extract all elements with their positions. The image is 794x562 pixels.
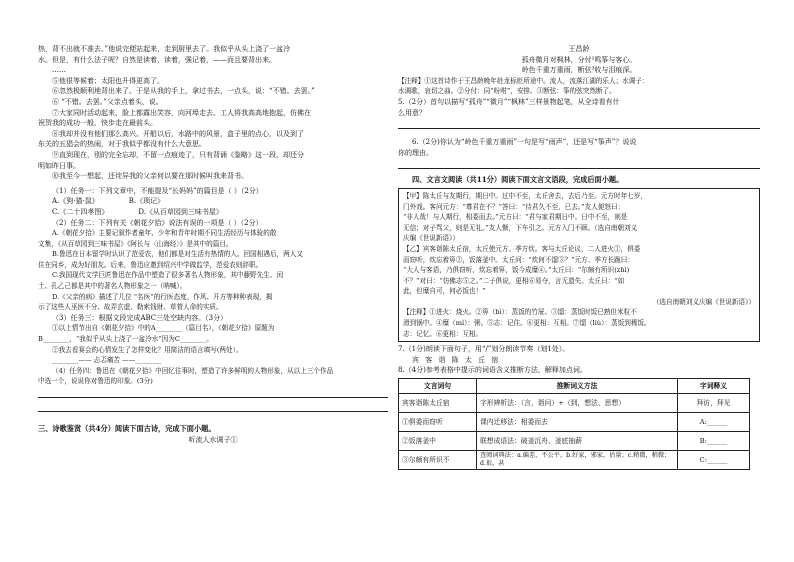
q1-option-d[interactable]: D.《从百草园到三味书屋》: [138, 207, 223, 216]
jia-line: 庆编《世说新语》）: [403, 234, 460, 243]
q2-option-line: D.《父亲的病》描述了几位 “名医”的行医态度、作风、开方等种种表现，揭: [52, 292, 273, 301]
poem-line: 岭色千重万重雨，断弦³收与泪痕深。: [521, 66, 637, 75]
passage-line: ⑥忽然极顺利地背出来了。于是从我的手上，拿过书去，一点头，说：“不错。去罢。”: [52, 87, 315, 96]
passage-line: ⑤他很等候着；太阳也升得更高了。: [52, 76, 164, 85]
table-header: 推断词义方法: [477, 379, 678, 394]
passage-line: ……: [52, 66, 66, 75]
question-6-cont: 你的理由。: [398, 148, 433, 157]
yi-line: “大人与客语，乃俱窃听，炊忘着箅，饭今成糜④。”太丘曰：“尔颇有所识(zhì): [403, 266, 630, 275]
question-1: （1）任务一：下列文章中，不能提及“长妈妈”的篇目是（ ）（2分）: [52, 186, 263, 195]
table-cell: 拜访，拜见: [678, 394, 750, 413]
question-4: （4）任务四：鲁迅在《朝花夕拾》中回忆往事时，塑造了许多鲜明的人物形象，从以上三个作品: [52, 366, 334, 375]
yi-line: 此，但糜自可，何必饭也！”: [403, 287, 486, 296]
question-2: （2）任务二：下列有关《朝花夕拾》说法有误的一项是（ ）（2分）: [52, 218, 263, 227]
classical-text-box: [398, 188, 760, 342]
q1-options-row-1: [38, 196, 388, 207]
answer-cell-a[interactable]: A:______: [678, 413, 750, 432]
q3-line[interactable]: ________—— 忐忑痛苦 ——________: [52, 356, 162, 365]
question-3: （3）任务三：根据文段完成ABC三处空缺内容。（3分）: [52, 313, 228, 322]
poem-note: 水调歌，哀切之曲。②分付：同“吩咐”，安排。③断弦：筝的弦突然断了。: [398, 87, 616, 96]
table-cell: 联想成语法：破釜沉舟、釜底抽薪: [477, 432, 678, 451]
table-cell: ②饭落釜中: [399, 432, 477, 451]
q2-option-line: 示了这些人巫医不分、故弄玄虚、勒索钱财、草菅人命的实质。: [38, 303, 223, 312]
table-row: [399, 413, 750, 432]
question-8: 8.（4分)参考表格中提示的词语含义推断方法，解释加点词。: [398, 366, 587, 375]
passage-line: 祝贺我的成功一般，快步走在最前头。: [38, 119, 157, 128]
table-header: 文言词句: [399, 379, 477, 394]
table-header-row: [399, 379, 750, 394]
passage-line: 东关的五猖会的热闹，对于我似乎都没有什么大意思。: [38, 140, 206, 149]
table-cell: 字形辨析法：（言，诣问）+（到，想法、思想）: [477, 394, 678, 413]
table-row: [399, 451, 750, 470]
q1-options-row-2: [38, 207, 388, 218]
q1-option-c[interactable]: C.《二十四孝图》: [52, 207, 109, 216]
answer-cell-b[interactable]: B:______: [678, 432, 750, 451]
table-row: [399, 432, 750, 451]
question-5: 5.（2分）首句以描写“孤舟”“微月”“枫林”三样景物起笔，从全诗看有什: [398, 97, 620, 106]
table-header: 字词释义: [678, 379, 750, 394]
table-row: [399, 394, 750, 413]
q1-option-a[interactable]: A.《狗·猫·鼠》: [52, 197, 99, 206]
jia-line: “非人哉！与人期行，相委而去。”元方曰：“君与家君期日中。日中不至，则是: [403, 213, 628, 222]
section-3-title: 三、诗歌鉴赏（共4分）阅读下面古诗，完成下面小题。: [38, 424, 216, 433]
passage-line: ⑥ “不错。去罢。”父亲点着头，说。: [52, 97, 163, 106]
q2-option-line: B.鲁迅在日本留学时认识了范爱农，他们都是对生活有热情的人。回国相遇后，两人又: [52, 250, 303, 259]
question-6: 6.（2分)你认为“岭色千重万重雨”一句是写“雨声”，还是写“筝声”？说说: [412, 138, 637, 147]
table-cell: 课内迁移法：相委而去: [477, 413, 678, 432]
passage-line: 水。但是，有什么法子呢？自然是读着，读着，强记着，——而且要背出来。: [38, 55, 276, 64]
passage-line: 明如昨日事。: [38, 161, 80, 170]
table-cell: ①俱委而窃听: [399, 413, 477, 432]
jia-line: 【甲】陈太丘与友期行，期日中。过中不至，太丘舍去，去后乃至。元方时年七岁，: [403, 191, 647, 200]
poem-line: 孤舟微月对枫林，分付²鸣筝与客心。: [521, 55, 637, 64]
yi-note: 志：记忆。⑥更相：互相。: [403, 329, 483, 338]
q2-option-line: 文集，《从百草园到三味书屋》《阿长与〈山海经〉》是其中的篇目。: [38, 239, 233, 248]
answer-line[interactable]: [398, 159, 760, 169]
q2-option-line: A.《朝花夕拾》主要记叙作者童年、少年和青年时期不同生活经历与体验的散: [52, 229, 277, 238]
yi-note: 滑到锅中。④糜（mí）：粥。⑤志：记住。⑥更相：互相。⑦馏（liù）：蒸饭到稀饭。: [403, 319, 651, 328]
q3-line: ②我去看赛会的心情发生了怎样变化？用简洁的语言填写(两处）。: [52, 345, 243, 354]
poem-author: 王昌龄: [568, 45, 590, 53]
answer-line[interactable]: [398, 119, 760, 129]
q3-line[interactable]: ①以上情节出自《朝花夕拾》中的A________（篇目名），《朝花夕拾》原题为: [52, 324, 275, 333]
source-citation: （选自南朝刘义庆编《世说新语》）: [652, 297, 755, 306]
jia-line: 无信；对子骂父，则是无礼。”友人惭，下车引之。元方入门不顾。（选自南朝刘义: [403, 223, 638, 232]
passage-line: ⑩我至今一想起，还诧异我的父亲何以要在那时候叫我来背书。: [52, 172, 248, 181]
table-cell: ③尔颇有所识不: [399, 451, 477, 470]
q2-option-line: 土、孔乙己都是其中的著名人物形象之一（呐喊）。: [38, 282, 187, 291]
table-cell: 查阅词典法：a.偏差，不公平。b.好家，邪家，估量；c.稍微，稍微；d.很，甚: [477, 451, 678, 470]
yi-line: 不？”对曰：“仿佛志⑤之。”二子俱说，更相⑥易夺，言无遗失。太丘曰：“如: [403, 276, 625, 285]
jia-line: 门外戏。客问元方：“尊君在不？”答曰：“待君久不至，已去。”友人便怒曰：: [403, 202, 625, 211]
answer-line[interactable]: [38, 402, 388, 412]
q3-line[interactable]: B________，“我似乎从头上浇了一盆冷水”因为C________。: [38, 335, 213, 344]
passage-line: ⑦大家同时活动起来，脸上都露出笑容，向河埠走去。工人将我高高地抱起，仿佛在: [52, 108, 311, 117]
passage-line: ⑨直到现在，别的完全忘却，不留一点痕迹了，只有背诵《鉴略》这一段，却还分: [52, 150, 304, 159]
answer-cell-c[interactable]: C:______: [678, 451, 750, 470]
right-column: [398, 44, 760, 470]
q1-option-b[interactable]: B.《琐记》: [128, 197, 165, 206]
q2-option-line: C.我国现代文学巨匠鲁迅在作品中塑造了很多著名人物形象，其中藤野先生、闰: [52, 271, 284, 280]
question-5-cont: 么用意？: [398, 108, 426, 117]
yi-line: 而窃听，炊忘着箅②，饭落釜中。太丘问：“炊何不馏③？”元方、季方长跪曰：: [403, 255, 634, 264]
vocab-table: [398, 378, 750, 470]
section-4-title: 四、文言文阅读（共11分）阅读下面文言文语段，完成后面小题。: [412, 175, 624, 185]
q7-sentence[interactable]: 宾 客 诣 陈 太 丘 宿: [412, 355, 501, 364]
q2-option-line: 住在同乡，成为好朋友。后来，鲁迅应邀到绍兴中学做监学，范爱农则辞职。: [38, 260, 263, 269]
table-cell: 宾客诣陈太丘宿: [399, 394, 477, 413]
answer-line[interactable]: [38, 388, 388, 398]
poem-note: 【注释】①这首诗作于王昌龄晚年赴龙标贬所途中。流人，流落江湖的乐人；水调子：: [398, 76, 649, 85]
poem-title: 听流人水调子①: [188, 435, 238, 444]
question-7: 7.（1分)朗读下面句子，用“/”划分朗读节奏（划1处）。: [398, 345, 570, 354]
yi-line: 【乙】宾客诣陈太丘宿，太丘使元方、季方炊。客与太丘论议，二人进火①，俱委: [403, 244, 641, 253]
passage-line: 热，背不出就不准去。”他说完便站起来，走到厨里去了。我似乎从头上浇了一盆冷: [38, 45, 291, 53]
left-column: [38, 44, 388, 445]
yi-note: 【注释】①进火：烧火。②箅（bì）：蒸饭的竹屉。③馏：蒸饭时饭已熟但米粒不: [403, 308, 637, 317]
question-4-cont: 中选一个，说说你对鲁迅的印象。(3分): [38, 377, 153, 386]
passage-line: ⑧我却并没有他们那么高兴。开船以后，水路中的风景，盒子里的点心，以及到了: [52, 129, 304, 138]
